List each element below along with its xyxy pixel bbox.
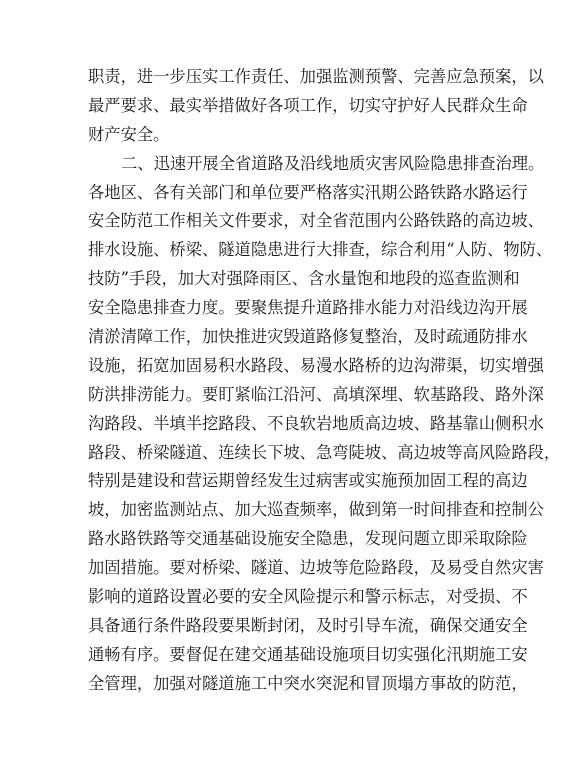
text-line: 全管理，加强对隧道施工中突水突泥和冒顶塌方事故的防范， — [88, 673, 528, 693]
text-line: 沟路段、半填半挖路段、不良软岩地质高边坡、路基靠山侧积水 — [88, 413, 544, 433]
text-line: 影响的道路设置必要的安全风险提示和警示标志，对受损、不 — [88, 587, 528, 607]
body-text — [88, 63, 561, 699]
text-line: 技防”手段，加大对强降雨区、含水量饱和地段的巡查监测和 — [88, 269, 520, 289]
text-line: 路段、桥梁隧道、连续长下坡、急弯陡坡、高边坡等高风险路段， — [88, 442, 561, 462]
text-line: 职责，进一步压实工作责任、加强监测预警、完善应急预案，以 — [88, 67, 544, 86]
text-line: 安全隐患排查力度。要聚焦提升道路排水能力对沿线边沟开展 — [88, 298, 528, 318]
text-line: 各地区、各有关部门和单位要严格落实汛期公路铁路水路运行 — [88, 182, 528, 202]
text-line: 清淤清障工作，加快推进灾毁道路修复整治，及时疏通防排水 — [88, 327, 528, 347]
text-line: 特别是建设和营运期曾经发生过病害或实施预加固工程的高边 — [88, 471, 528, 491]
text-line: 最严要求、最实举措做好各项工作，切实守护好人民群众生命 — [88, 95, 528, 115]
text-line: 加固措施。要对桥梁、隧道、边坡等危险路段，及易受自然灾害 — [88, 558, 544, 578]
text-line: 排水设施、桥梁、隧道隐患进行大排查，综合利用“人防、物防、 — [88, 240, 553, 260]
text-line: 坡，加密监测站点、加大巡查频率，做到第一时间排查和控制公 — [88, 500, 544, 520]
text-line: 设施，拓宽加固易积水路段、易漫水路桥的边沟滞渠，切实增强 — [88, 355, 544, 375]
text-line: 具备通行条件路段要果断封闭，及时引导车流，确保交通安全 — [88, 615, 528, 635]
text-line: 防洪排涝能力。要盯紧临江沿河、高填深埋、软基路段、路外深 — [88, 384, 544, 404]
text-line: 财产安全。 — [88, 124, 170, 144]
text-line: 路水路铁路等交通基础设施安全隐患，发现问题立即采取除险 — [88, 529, 528, 549]
text-line: 通畅有序。要督促在建交通基础设施项目切实强化汛期施工安 — [88, 644, 528, 664]
section-heading-line: 二、迅速开展全省道路及沿线地质灾害风险隐患排查治理。 — [121, 153, 545, 173]
text-line: 安全防范工作相关文件要求，对全省范围内公路铁路的高边坡、 — [88, 211, 544, 231]
